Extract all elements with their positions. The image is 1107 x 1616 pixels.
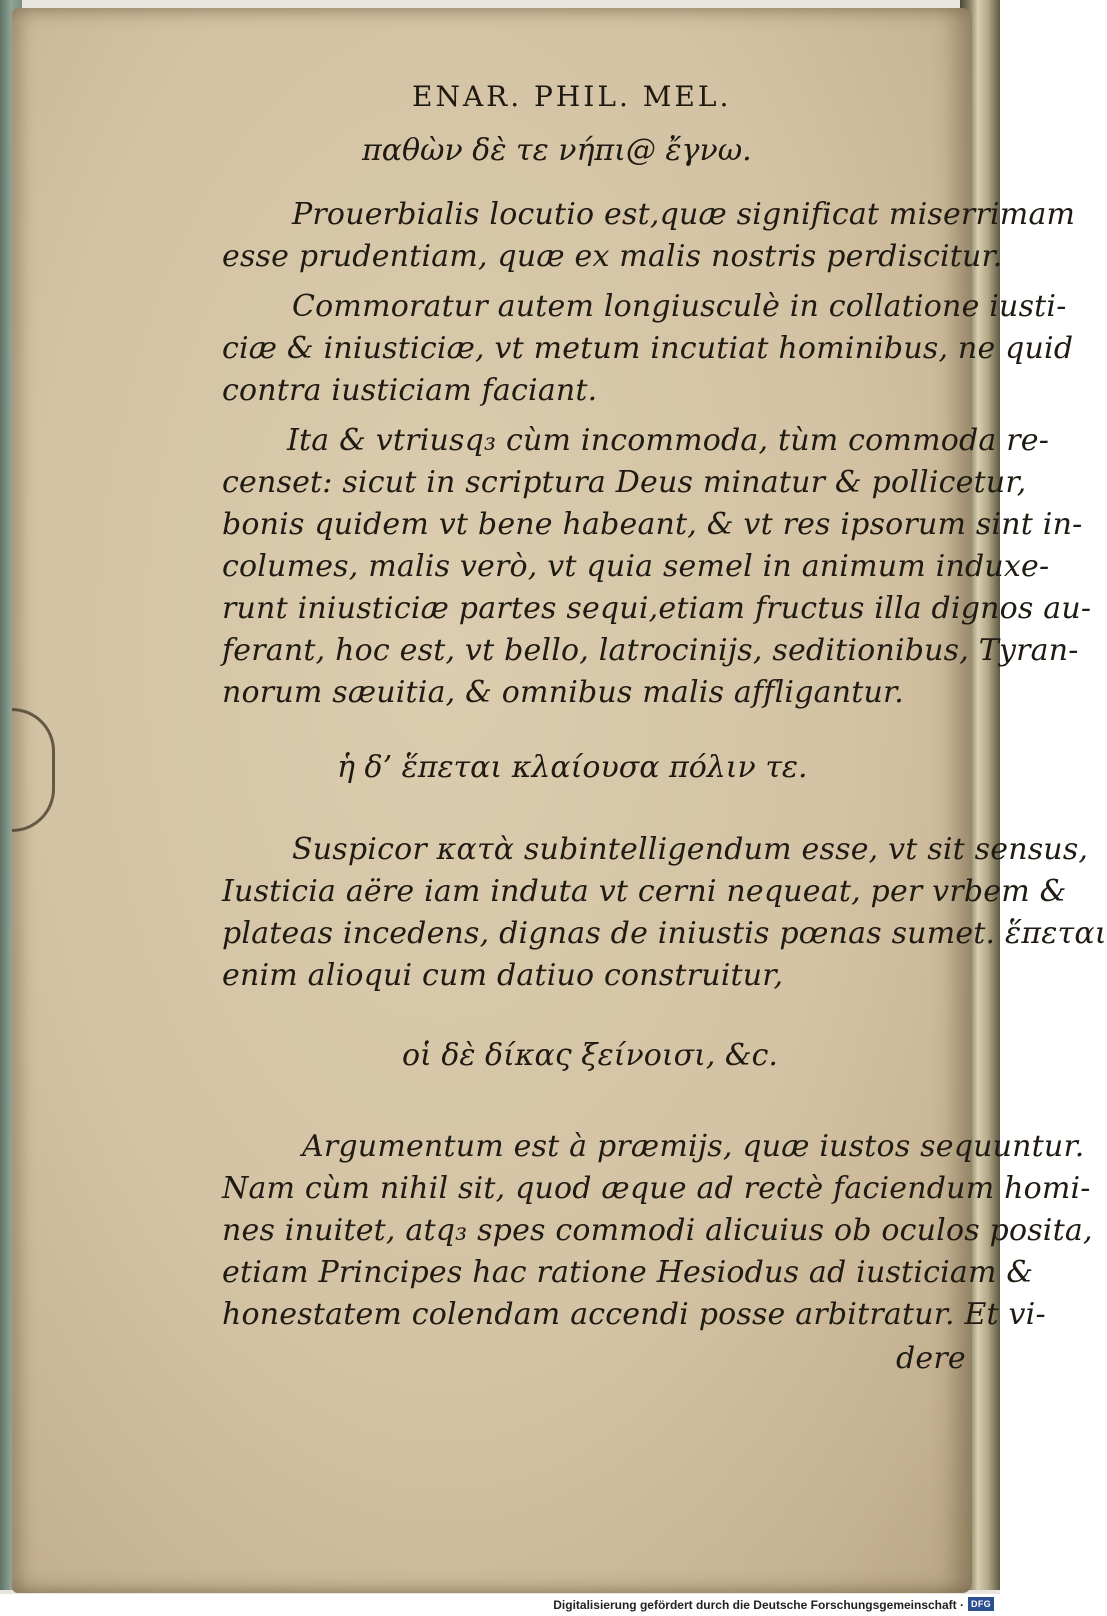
text-line: norum sæuitia, & omnibus malis affligantur. (222, 675, 904, 710)
text-line: Argumentum est à præmijs, quæ iustos sequuntur. (302, 1129, 1085, 1164)
text-line: enim alioqui cum datiuo construitur, (222, 958, 784, 993)
funding-notice: Digitalisierung gefördert durch die Deutsche Forschungsgemeinschaft · (553, 1598, 964, 1612)
text-line: esse prudentiam, quæ ex malis nostris perdiscitur. (222, 239, 1003, 274)
text-line: Iusticia aëre iam induta vt cerni nequeat, per vrbem & (222, 874, 1067, 909)
text-line: Nam cùm nihil sit, quod æque ad rectè faciendum homi- (222, 1171, 1091, 1206)
dfg-logo: DFG (968, 1597, 994, 1611)
greek-lemma-2: ἡ δ’ ἕπεται κλαίουσα πόλιν τε. (337, 750, 808, 785)
text-line: ciæ & iniusticiæ, vt metum incutiat hominibus, ne quid (222, 331, 1074, 366)
text-line: Ita & vtriusq₃ cùm incommoda, tùm commoda re- (287, 423, 1050, 458)
text-line: Commoratur autem longiusculè in collatione iusti- (292, 289, 1067, 324)
greek-lemma-3: οἱ δὲ δίκας ξείνοισι, &c. (402, 1038, 778, 1073)
text-line: ferant, hoc est, vt bello, latrocinijs, seditionibus, Tyran- (222, 633, 1079, 668)
text-line: contra iusticiam faciant. (222, 373, 598, 408)
text-line: bonis quidem vt bene habeant, & vt res ipsorum sint in- (222, 507, 1083, 542)
greek-lemma-1: παθὼν δὲ τε νήπι@ ἔγνω. (362, 133, 752, 168)
text-line: honestatem colendam accendi posse arbitratur. Et vi- (222, 1297, 1046, 1332)
book-page (12, 8, 1107, 1593)
text-line: Suspicor κατὰ subintelligendum esse, vt sit sensus, (292, 832, 1089, 867)
text-line: columes, malis verò, vt quia semel in animum induxe- (222, 549, 1050, 584)
text-line: runt iniusticiæ partes sequi,etiam fructus illa dignos au- (222, 591, 1092, 626)
text-line: plateas incedens, dignas de iniustis pœnas sumet. ἕπεται (222, 916, 1107, 951)
text-line: Prouerbialis locutio est,quæ significat miserrimam (292, 197, 1076, 232)
text-line: nes inuitet, atq₃ spes commodi alicuius ob oculos posita, (222, 1213, 1093, 1248)
text-line: etiam Principes hac ratione Hesiodus ad iusticiam & (222, 1255, 1034, 1290)
catchword: dere (896, 1341, 966, 1376)
page-clasp-mark (12, 708, 55, 832)
text-line: censet: sicut in scriptura Deus minatur & pollicetur, (222, 465, 1027, 500)
running-header: ENAR. PHIL. MEL. (412, 80, 732, 113)
